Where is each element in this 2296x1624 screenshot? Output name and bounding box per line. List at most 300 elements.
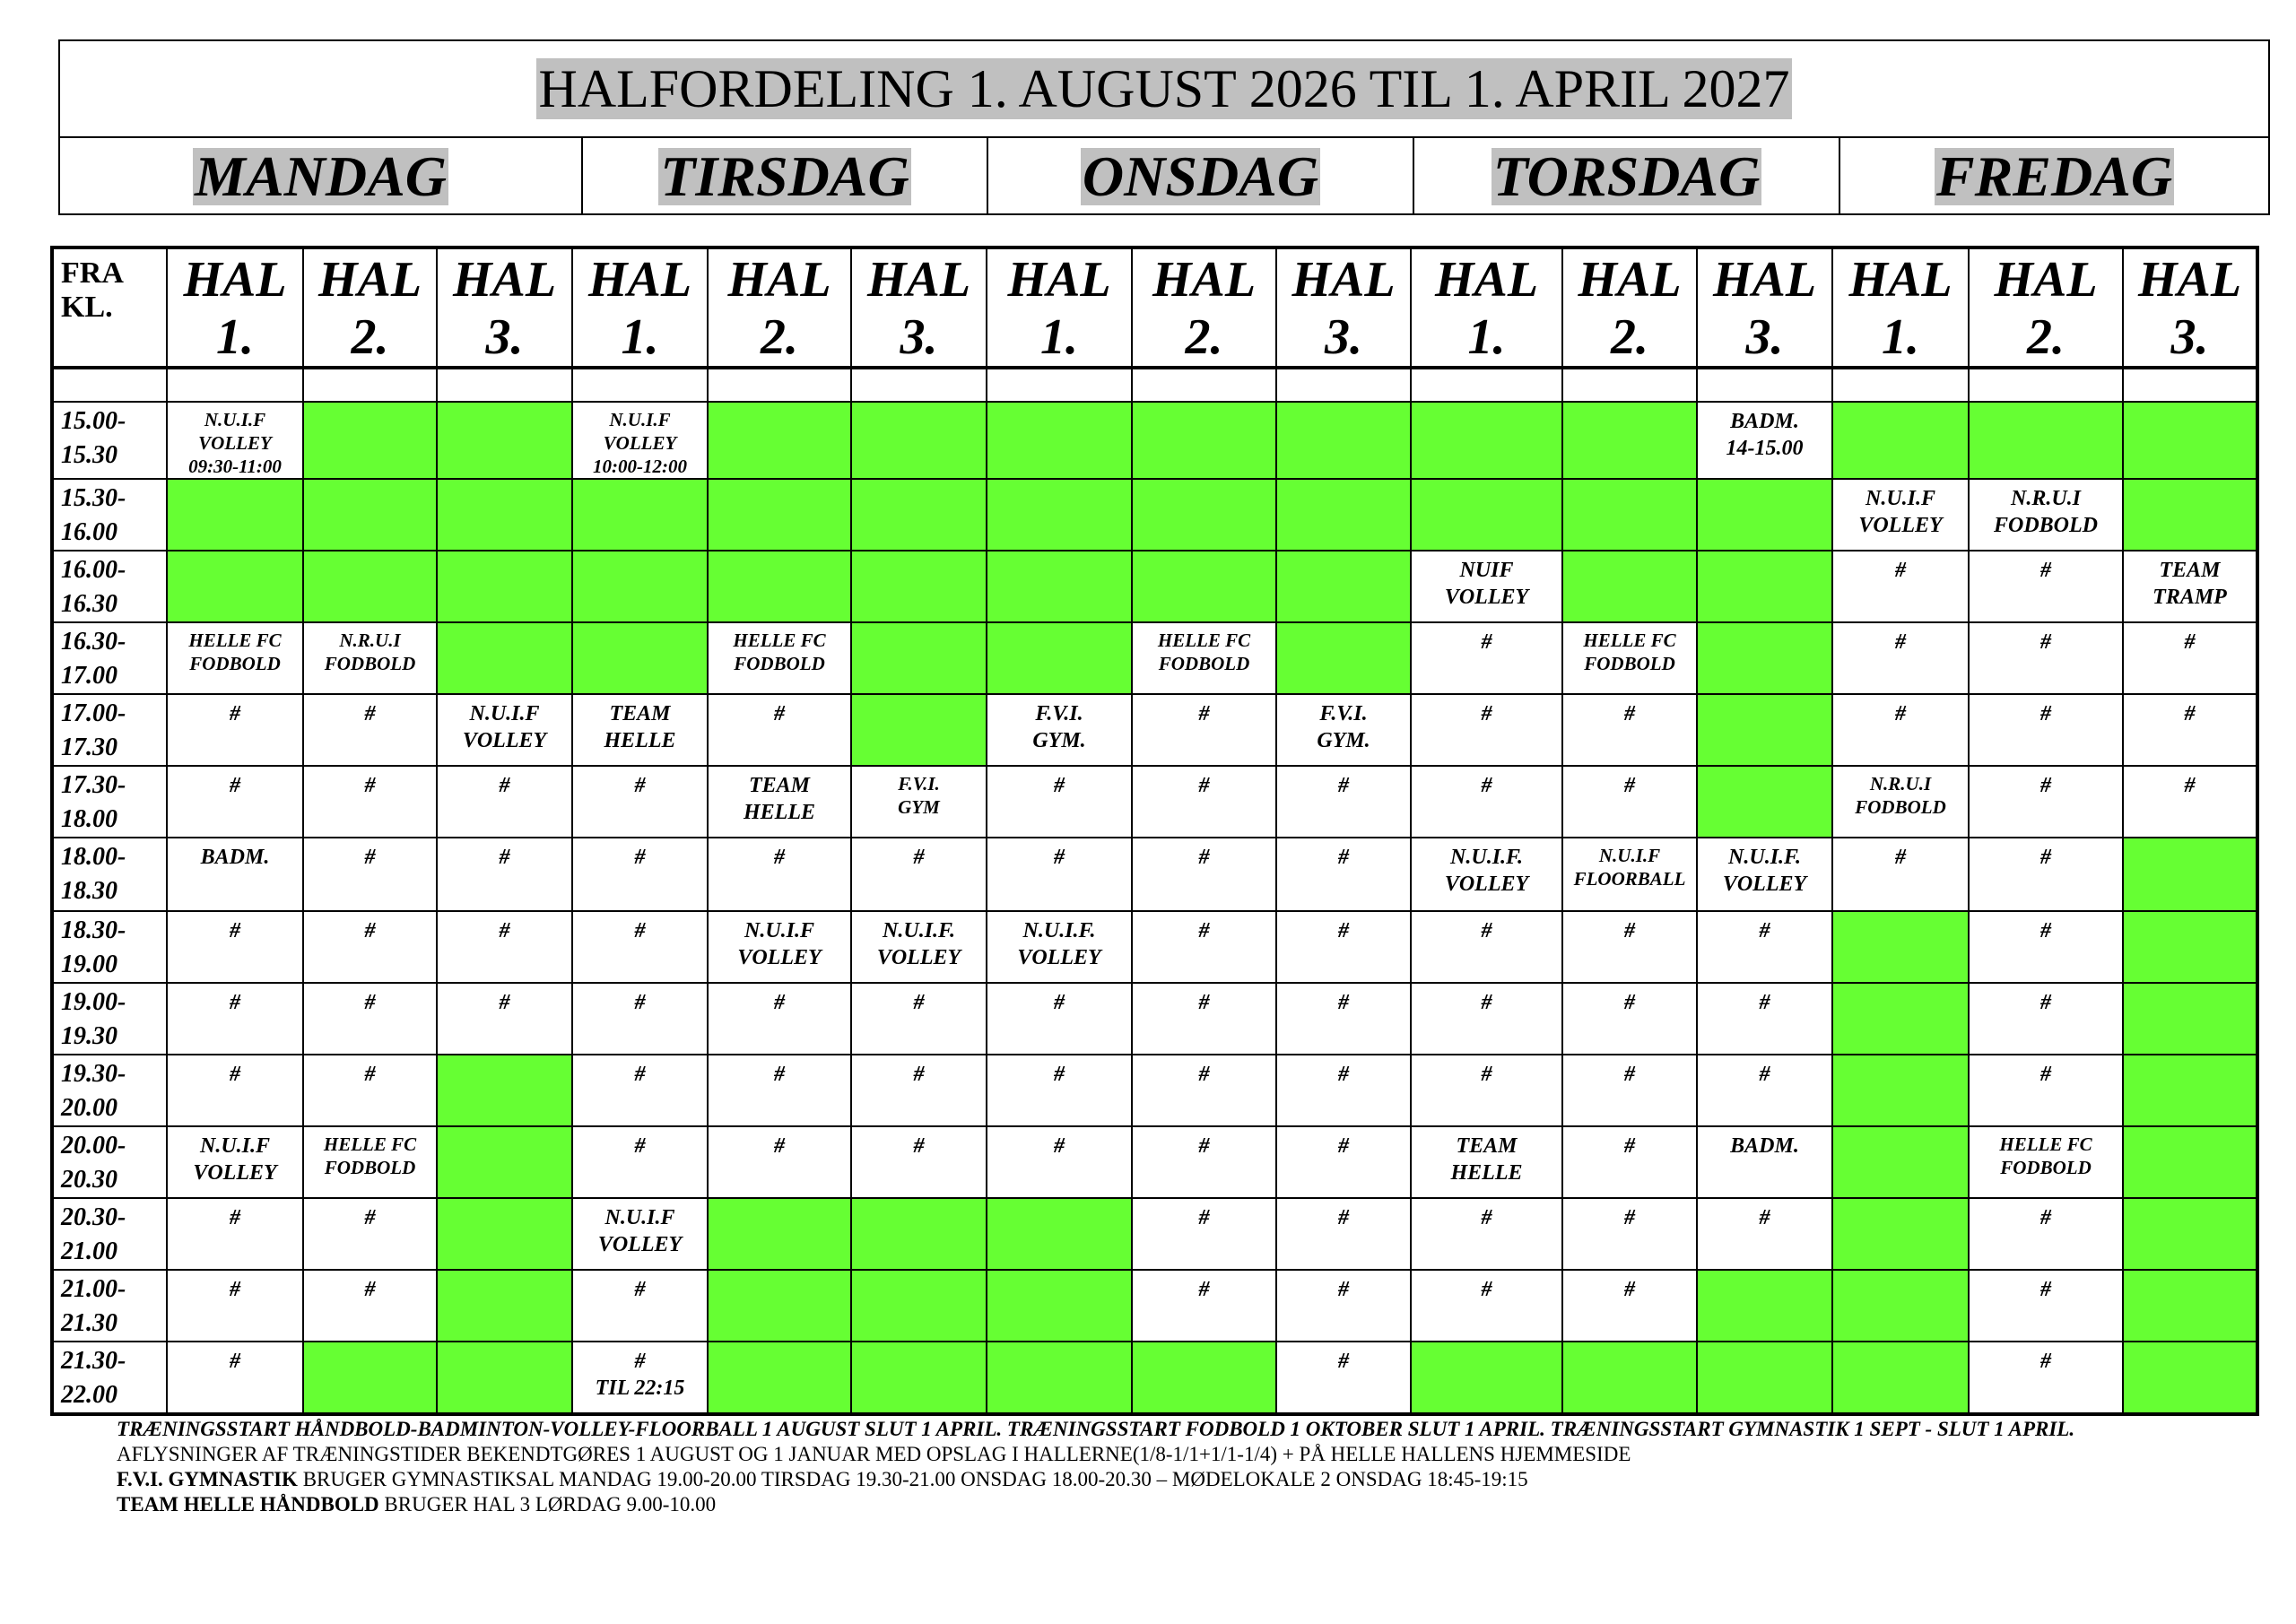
free-slot-cell: [987, 402, 1132, 479]
hall-header: [1411, 248, 1562, 368]
free-slot-cell: [851, 402, 987, 479]
cell-text-line: #: [1481, 991, 1492, 1014]
cell-text-line: HAL: [317, 252, 422, 308]
cell-text-line: 1.: [1882, 309, 1919, 365]
cell-text-line: #: [1895, 559, 1906, 582]
booking-cell: [1969, 1198, 2123, 1270]
cell-text-line: N.U.I.F: [609, 409, 671, 430]
cell-text-line: F.V.I.: [898, 773, 940, 795]
day-tuesday: [583, 138, 988, 215]
cell-text-line: HELLE FC: [1583, 630, 1676, 651]
cell-text-line: #: [499, 991, 510, 1014]
cell-text-line: #: [1481, 919, 1492, 942]
cell-text-line: VOLLEY: [193, 1161, 277, 1185]
cell-text-line: #: [634, 991, 646, 1014]
booking-cell: [1832, 622, 1969, 694]
cell-text-line: #: [499, 774, 510, 797]
free-slot-cell: [572, 479, 708, 551]
cell-text-line: 21.30: [61, 1309, 117, 1337]
free-slot-cell: [1832, 1055, 1969, 1126]
cell-text-line: VOLLEY: [1722, 873, 1807, 896]
free-slot-cell: [1697, 1342, 1832, 1414]
booking-cell: [1562, 838, 1697, 911]
empty-cell: [437, 368, 572, 402]
cell-text-line: HAL: [866, 252, 971, 308]
booking-cell: [437, 694, 572, 766]
cell-text-line: 1.: [621, 309, 659, 365]
time-slot-label: [52, 911, 167, 983]
cell-text-line: HAL: [452, 252, 557, 308]
team-helle-label: TEAM HELLE HÅNDBOLD: [117, 1493, 379, 1515]
booking-cell: [1969, 911, 2123, 983]
day-wednesday: [988, 138, 1414, 215]
hall-header: [2123, 248, 2257, 368]
booking-cell: [1832, 479, 1969, 551]
booking-cell: [1697, 838, 1832, 911]
cell-text-line: 3.: [900, 309, 938, 365]
hall-header: [1697, 248, 1832, 368]
free-slot-cell: [851, 1342, 987, 1414]
booking-cell: [1969, 838, 2123, 911]
free-slot-cell: [1832, 1198, 1969, 1270]
booking-cell: [1697, 402, 1832, 479]
cell-text-line: 15.00-: [61, 407, 126, 435]
booking-cell: [1969, 622, 2123, 694]
booking-cell: [1132, 622, 1276, 694]
empty-cell: [1132, 368, 1276, 402]
free-slot-cell: [1132, 402, 1276, 479]
booking-cell: [167, 1270, 303, 1342]
cell-text-line: 2.: [2027, 309, 2065, 365]
time-slot-row: [52, 911, 2257, 983]
day-label: TORSDAG: [1492, 144, 1761, 208]
time-slot-row: [52, 1126, 2257, 1198]
booking-cell: [1697, 1126, 1832, 1198]
hall-header: [1832, 248, 1969, 368]
booking-cell: [708, 1055, 851, 1126]
booking-cell: [987, 694, 1132, 766]
booking-cell: [1969, 766, 2123, 838]
cell-text-line: #: [1895, 630, 1906, 654]
free-slot-cell: [1411, 479, 1562, 551]
cell-text-line: #: [1054, 1134, 1065, 1158]
free-slot-cell: [708, 1342, 851, 1414]
time-slot-row: [52, 838, 2257, 911]
cell-text-line: #: [1481, 702, 1492, 725]
booking-cell: [851, 766, 987, 838]
team-helle-note: [117, 1492, 2251, 1517]
booking-cell: [437, 838, 572, 911]
empty-cell: [1276, 368, 1411, 402]
booking-cell: [1562, 1270, 1697, 1342]
booking-cell: [1132, 1198, 1276, 1270]
cell-text-line: #: [1759, 991, 1770, 1014]
booking-cell: [1411, 983, 1562, 1055]
cell-text-line: HELLE: [604, 729, 676, 752]
free-slot-cell: [303, 402, 437, 479]
booking-cell: [2123, 551, 2257, 622]
cell-text-line: GYM.: [1032, 729, 1086, 752]
team-helle-text: BRUGER HAL 3 LØRDAG 9.00-10.00: [378, 1493, 717, 1515]
booking-cell: [708, 983, 851, 1055]
cell-text-line: 21.00: [61, 1238, 117, 1265]
from-time-header: [52, 248, 167, 368]
cell-text-line: #: [634, 774, 646, 797]
cell-text-line: #: [2040, 774, 2051, 797]
cell-text-line: FODBOLD: [1855, 796, 1946, 818]
cell-text-line: 3.: [1325, 309, 1362, 365]
cell-text-line: HELLE FC: [1999, 1133, 2092, 1155]
booking-cell: [1411, 551, 1562, 622]
cell-text-line: 17.00-: [61, 699, 126, 727]
day-friday: [1840, 138, 2268, 215]
booking-cell: [851, 1055, 987, 1126]
cell-text-line: 22.00: [61, 1381, 117, 1409]
cell-text-line: 19.30: [61, 1022, 117, 1050]
cell-text-line: #: [1624, 1063, 1635, 1086]
free-slot-cell: [303, 551, 437, 622]
free-slot-cell: [987, 1342, 1132, 1414]
cell-text-line: N.U.I.F.: [883, 919, 955, 942]
booking-cell: [572, 838, 708, 911]
day-label: MANDAG: [195, 144, 447, 208]
cell-text-line: 3.: [2170, 309, 2209, 365]
empty-cell: [708, 368, 851, 402]
booking-cell: [1132, 1270, 1276, 1342]
cell-text-line: #: [2040, 846, 2051, 869]
cell-text-line: BADM.: [1730, 410, 1799, 433]
free-slot-cell: [851, 1270, 987, 1342]
cell-text-line: HAL: [1712, 252, 1817, 308]
cell-text-line: HELLE FC: [188, 630, 282, 651]
cell-text-line: #: [2040, 919, 2051, 942]
booking-cell: [572, 1055, 708, 1126]
cell-text-line: TEAM: [748, 774, 810, 797]
booking-cell: [303, 1055, 437, 1126]
booking-cell: [1276, 1055, 1411, 1126]
cell-text-line: #: [2040, 991, 2051, 1014]
cell-text-line: FODBOLD: [324, 653, 416, 674]
booking-cell: [572, 1342, 708, 1414]
time-slot-row: [52, 402, 2257, 479]
free-slot-cell: [987, 622, 1132, 694]
free-slot-cell: [1697, 694, 1832, 766]
time-slot-label: [52, 551, 167, 622]
cell-text-line: 18.00-: [61, 843, 126, 871]
cell-text-line: 10:00-12:00: [593, 456, 687, 477]
hall-header-row: [52, 248, 2257, 368]
booking-cell: [2123, 622, 2257, 694]
cell-text-line: #: [2040, 702, 2051, 725]
booking-cell: [1132, 694, 1276, 766]
training-start-note: TRÆNINGSSTART HÅNDBOLD-BADMINTON-VOLLEY-FLOORBALL 1 AUGUST SLUT 1 APRIL. TRÆNINGSSTART FODBOLD 1 OKTOBER SLUT 1 APRIL. TRÆNINGSSTART GYMNASTIK 1 SEPT - SLUT 1 APRIL.: [117, 1418, 2075, 1440]
booking-cell: [851, 838, 987, 911]
time-slot-row: [52, 1055, 2257, 1126]
cell-text-line: #: [634, 1278, 646, 1301]
booking-cell: [1969, 1342, 2123, 1414]
cell-text-line: F.V.I.: [1035, 702, 1083, 725]
cell-text-line: #: [1624, 1134, 1635, 1158]
hall-header: [987, 248, 1132, 368]
cell-text-line: HAL: [1292, 252, 1396, 308]
cell-text-line: #: [1759, 919, 1770, 942]
cell-text-line: FODBOLD: [324, 1157, 416, 1178]
cell-text-line: 09:30-11:00: [188, 456, 282, 477]
free-slot-cell: [708, 1198, 851, 1270]
free-slot-cell: [1411, 1342, 1562, 1414]
fvi-text: BRUGER GYMNASTIKSAL MANDAG 19.00-20.00 TIRSDAG 19.30-21.00 ONSDAG 18.00-20.30 – MØDELOKALE 2 ONSDAG 18:45-19:15: [297, 1468, 1528, 1490]
booking-cell: [572, 911, 708, 983]
booking-cell: [1411, 911, 1562, 983]
cell-text-line: #: [1338, 1063, 1349, 1086]
schedule-header: [58, 39, 2270, 215]
cell-text-line: #: [2184, 702, 2196, 725]
cell-text-line: #: [913, 1063, 925, 1086]
cell-text-line: #: [1198, 1063, 1210, 1086]
cell-text-line: 17.00: [61, 662, 117, 690]
booking-cell: [167, 1198, 303, 1270]
free-slot-cell: [987, 479, 1132, 551]
cell-text-line: FRA: [61, 256, 124, 290]
cell-text-line: #: [774, 1134, 785, 1158]
cell-text-line: TIL 22:15: [595, 1376, 685, 1400]
cell-text-line: HELLE: [743, 801, 815, 824]
free-slot-cell: [437, 622, 572, 694]
cell-text-line: HAL: [1007, 252, 1111, 308]
booking-cell: [1832, 694, 1969, 766]
cell-text-line: FODBOLD: [1158, 653, 1250, 674]
empty-cell: [1562, 368, 1697, 402]
free-slot-cell: [167, 479, 303, 551]
cell-text-line: #: [774, 702, 785, 725]
schedule-body: [52, 248, 2257, 1414]
cell-text-line: N.R.U.I: [339, 630, 401, 651]
booking-cell: [1132, 911, 1276, 983]
free-slot-cell: [851, 694, 987, 766]
free-slot-cell: [2123, 1055, 2257, 1126]
cell-text-line: #: [230, 1278, 240, 1301]
cell-text-line: #: [364, 1206, 376, 1229]
booking-cell: [167, 838, 303, 911]
empty-cell: [1832, 368, 1969, 402]
free-slot-cell: [1276, 402, 1411, 479]
free-slot-cell: [1697, 766, 1832, 838]
booking-cell: [1969, 1055, 2123, 1126]
cell-text-line: FODBOLD: [1584, 653, 1675, 674]
time-slot-label: [52, 1342, 167, 1414]
booking-cell: [1562, 622, 1697, 694]
booking-cell: [1969, 983, 2123, 1055]
booking-cell: [987, 838, 1132, 911]
booking-cell: [1276, 1126, 1411, 1198]
cell-text-line: GYM.: [1317, 729, 1370, 752]
cell-text-line: VOLLEY: [597, 1233, 683, 1256]
cell-text-line: #: [634, 1134, 646, 1158]
day-label: FREDAG: [1935, 144, 2173, 208]
cell-text-line: #: [230, 774, 240, 797]
time-slot-label: [52, 838, 167, 911]
cell-text-line: #: [1198, 846, 1210, 869]
time-slot-row: [52, 479, 2257, 551]
cell-text-line: #: [1624, 919, 1635, 942]
free-slot-cell: [1132, 1342, 1276, 1414]
hall-header: [1132, 248, 1276, 368]
cell-text-line: N.U.I.F: [1865, 487, 1935, 510]
cell-text-line: #: [230, 919, 240, 942]
cell-text-line: #: [1624, 1206, 1635, 1229]
cell-text-line: #: [1481, 1278, 1492, 1301]
booking-cell: [851, 911, 987, 983]
booking-cell: [987, 911, 1132, 983]
time-slot-label: [52, 766, 167, 838]
time-slot-row: [52, 1270, 2257, 1342]
hall-header: [572, 248, 708, 368]
empty-cell: [1969, 368, 2123, 402]
cell-text-line: #: [1054, 774, 1065, 797]
booking-cell: [987, 1055, 1132, 1126]
booking-cell: [1697, 1055, 1832, 1126]
free-slot-cell: [1562, 1342, 1697, 1414]
booking-cell: [167, 766, 303, 838]
cell-text-line: #: [364, 919, 376, 942]
booking-cell: [1132, 983, 1276, 1055]
booking-cell: [1411, 766, 1562, 838]
booking-cell: [851, 983, 987, 1055]
free-slot-cell: [1969, 402, 2123, 479]
booking-cell: [303, 1270, 437, 1342]
booking-cell: [1276, 838, 1411, 911]
cell-text-line: HAL: [1994, 252, 2098, 308]
cell-text-line: TRAMP: [2152, 586, 2227, 609]
booking-cell: [572, 694, 708, 766]
time-slot-label: [52, 622, 167, 694]
booking-cell: [1276, 911, 1411, 983]
cell-text-line: VOLLEY: [1858, 514, 1943, 537]
cell-text-line: VOLLEY: [1444, 586, 1529, 609]
free-slot-cell: [1276, 479, 1411, 551]
day-label: ONSDAG: [1082, 144, 1319, 208]
cell-text-line: #: [1481, 1063, 1492, 1086]
cell-text-line: 17.30: [61, 734, 117, 761]
free-slot-cell: [1832, 1126, 1969, 1198]
cell-text-line: #: [1338, 991, 1349, 1014]
cell-text-line: 17.30-: [61, 771, 126, 799]
booking-cell: [1276, 766, 1411, 838]
free-slot-cell: [1562, 551, 1697, 622]
cell-text-line: 19.00-: [61, 988, 126, 1016]
booking-cell: [708, 622, 851, 694]
free-slot-cell: [987, 551, 1132, 622]
booking-cell: [1276, 1270, 1411, 1342]
weekday-row: [60, 138, 2268, 215]
booking-cell: [708, 766, 851, 838]
cell-text-line: #: [913, 1134, 925, 1158]
cell-text-line: 1.: [1040, 309, 1078, 365]
time-slot-row: [52, 1198, 2257, 1270]
free-slot-cell: [1132, 551, 1276, 622]
cell-text-line: N.U.I.F.: [1450, 846, 1523, 869]
day-label: TIRSDAG: [660, 144, 909, 208]
booking-cell: [167, 1055, 303, 1126]
free-slot-cell: [572, 622, 708, 694]
free-slot-cell: [303, 1342, 437, 1414]
booking-cell: [1697, 1198, 1832, 1270]
booking-cell: [167, 694, 303, 766]
cell-text-line: 18.30: [61, 877, 117, 905]
booking-cell: [572, 766, 708, 838]
cell-text-line: #: [364, 1063, 376, 1086]
cell-text-line: #: [364, 846, 376, 869]
booking-cell: [1132, 1126, 1276, 1198]
cell-text-line: TEAM: [2159, 559, 2221, 582]
booking-cell: [437, 766, 572, 838]
free-slot-cell: [2123, 1270, 2257, 1342]
day-monday: [60, 138, 583, 215]
booking-cell: [1132, 838, 1276, 911]
cell-text-line: #: [230, 702, 240, 725]
cell-text-line: #: [2040, 1206, 2051, 1229]
free-slot-cell: [437, 1270, 572, 1342]
cell-text-line: 20.00-: [61, 1132, 126, 1159]
booking-cell: [572, 402, 708, 479]
cell-text-line: #: [1481, 774, 1492, 797]
cell-text-line: 2.: [351, 309, 389, 365]
cell-text-line: #: [1054, 991, 1065, 1014]
cell-text-line: FODBOLD: [734, 653, 825, 674]
hall-header: [708, 248, 851, 368]
booking-cell: [1276, 983, 1411, 1055]
cell-text-line: #: [2040, 559, 2051, 582]
booking-cell: [2123, 694, 2257, 766]
free-slot-cell: [2123, 838, 2257, 911]
free-slot-cell: [1832, 1342, 1969, 1414]
free-slot-cell: [987, 1198, 1132, 1270]
cell-text-line: HAL: [183, 252, 287, 308]
time-slot-label: [52, 1126, 167, 1198]
booking-cell: [572, 1198, 708, 1270]
free-slot-cell: [1832, 983, 1969, 1055]
footer-notes: [117, 1417, 2251, 1517]
booking-cell: [1969, 479, 2123, 551]
free-slot-cell: [572, 551, 708, 622]
cell-text-line: #: [1054, 1063, 1065, 1086]
time-slot-row: [52, 694, 2257, 766]
free-slot-cell: [437, 1198, 572, 1270]
cell-text-line: VOLLEY: [1017, 946, 1101, 969]
cell-text-line: #: [364, 1278, 376, 1301]
day-thursday: [1414, 138, 1840, 215]
free-slot-cell: [1697, 479, 1832, 551]
cell-text-line: #: [230, 991, 240, 1014]
booking-cell: [1832, 838, 1969, 911]
booking-cell: [1562, 766, 1697, 838]
cell-text-line: #: [1338, 846, 1349, 869]
cell-text-line: 14-15.00: [1726, 437, 1804, 460]
cell-text-line: TEAM: [1456, 1134, 1518, 1158]
cancellation-note: AFLYSNINGER AF TRÆNINGSTIDER BEKENDTGØRES 1 AUGUST OG 1 JANUAR MED OPSLAG I HALLERNE(1/8-1/1+1/1-1/4) + PÅ HELLE HALLENS HJEMMESIDE: [117, 1443, 1631, 1465]
free-slot-cell: [1832, 1270, 1969, 1342]
booking-cell: [1969, 1270, 2123, 1342]
cell-text-line: #: [1624, 774, 1635, 797]
cell-text-line: 1.: [216, 309, 254, 365]
cell-text-line: F.V.I.: [1319, 702, 1368, 725]
booking-cell: [1562, 694, 1697, 766]
cell-text-line: HAL: [727, 252, 831, 308]
title-row: [60, 41, 2268, 138]
cell-text-line: #: [634, 1350, 646, 1373]
booking-cell: [303, 694, 437, 766]
free-slot-cell: [2123, 1342, 2257, 1414]
